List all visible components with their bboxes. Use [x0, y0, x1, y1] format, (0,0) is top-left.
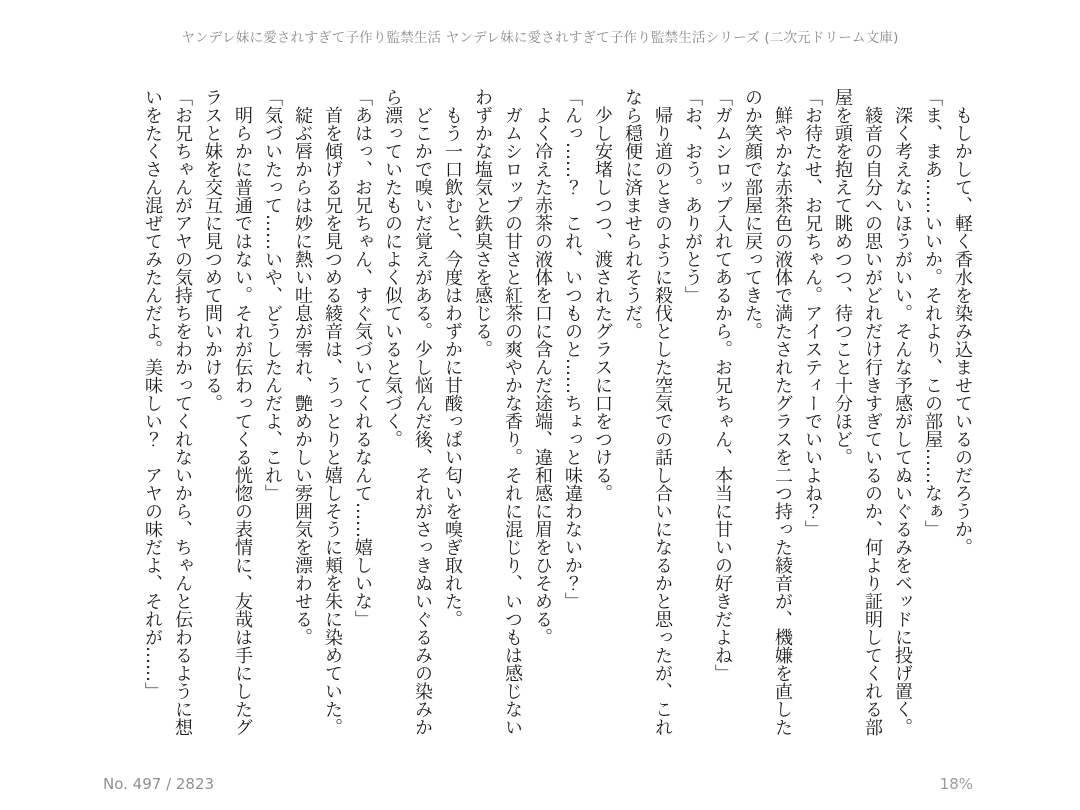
- dialogue-paragraph: 「お待たせ、お兄ちゃん。アイスティーでいいよね？」: [802, 88, 823, 538]
- dialogue-paragraph: 「お、おう。ありがとう」: [682, 88, 703, 304]
- narration-paragraph: よく冷えた赤茶の液体を口に含んだ途端、違和感に眉をひそめる。: [532, 106, 553, 646]
- dialogue-paragraph: 「気づいたって……いや、どうしたんだよ、これ」: [262, 88, 283, 502]
- dialogue-paragraph: 「ガムシロップ入れてあるから。お兄ちゃん、本当に甘いの好きだよね」: [712, 88, 733, 682]
- dialogue-paragraph: 「あはっ、お兄ちゃん、すぐ気づいてくれるなんて……嬉しいな」: [352, 88, 373, 628]
- text-block: [137, 88, 977, 742]
- progress-percentage: 18%: [939, 775, 973, 793]
- narration-paragraph: 明らかに普通ではない。それが伝わってくる恍惚の表情に、友哉は手にしたグラスと妹を交互に見つめて問いかける。: [202, 88, 253, 736]
- dialogue-paragraph: 「んっ……？ これ、いつものと……ちょっと味違わないか？」: [562, 88, 583, 610]
- narration-paragraph: 綻ぶ唇からは妙に熱い吐息が零れ、艶めかしい雰囲気を漂わせる。: [292, 106, 313, 646]
- narration-paragraph: もう一口飲むと、今度はわずかに甘酸っぱい匂いを嗅ぎ取れた。: [442, 106, 463, 628]
- location-indicator: No. 497 / 2823: [103, 775, 215, 793]
- dialogue-paragraph: 「お兄ちゃんがアヤの気持ちをわかってくれないから、ちゃんと伝わるように想いをたくさん混ぜてみたんだよ。美味しい？ アヤの味だよ、それが……」: [142, 88, 193, 736]
- narration-paragraph: 帰り道のときのように殺伐とした空気での話し合いになるかと思ったが、これなら穏便に済ませられそうだ。: [622, 88, 673, 736]
- narration-paragraph: どこかで嗅いだ覚えがある。少し悩んだ後、それがさっきぬいぐるみの染みから漂っていたものによく似ていると気づく。: [382, 88, 433, 736]
- narration-paragraph: ガムシロップの甘さと紅茶の爽やかな香り。それに混じり、いつもは感じないわずかな塩気と鉄臭さを感じる。: [472, 88, 523, 736]
- narration-paragraph: 首を傾げる兄を見つめる綾音は、うっとりと嬉しそうに頬を朱に染めていた。: [322, 106, 343, 736]
- narration-paragraph: 鮮やかな赤茶色の液体で満たされたグラスを二つ持った綾音が、機嫌を直したのか笑顔で部屋に戻ってきた。: [742, 88, 793, 736]
- dialogue-paragraph: 「ま、まあ……いいか。それより、この部屋……なぁ」: [922, 88, 943, 538]
- narration-paragraph: 綾音の自分への思いがどれだけ行きすぎているのか、何より証明してくれる部屋を頭を抱えて眺めつつ、待つこと十分ほど。: [832, 88, 883, 736]
- narration-paragraph: もしかして、軽く香水を染み込ませているのだろうか。: [952, 106, 973, 556]
- book-title-header: ヤンデレ妹に愛されすぎて子作り監禁生活 ヤンデレ妹に愛されすぎて子作り監禁生活シリーズ (二次元ドリーム文庫): [181, 30, 899, 46]
- narration-paragraph: 深く考えないほうがいい。そんな予感がしてぬいぐるみをベッドに投げ置く。: [892, 106, 913, 736]
- narration-paragraph: 少し安堵しつつ、渡されたグラスに口をつける。: [592, 106, 613, 502]
